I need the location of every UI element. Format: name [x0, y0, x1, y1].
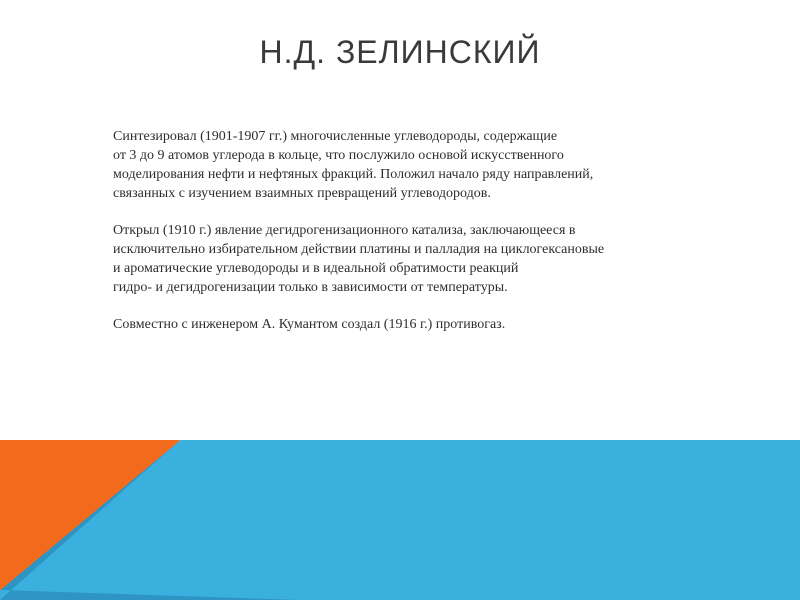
slide-title: Н.Д. ЗЕЛИНСКИЙ — [259, 34, 541, 70]
paragraph-synthesis — [113, 127, 713, 203]
text-line: от 3 до 9 атомов углерода в кольце, что послужило основой искусственного — [113, 148, 564, 163]
text-line: связанных с изучением взаимных превращений углеводородов. — [113, 186, 491, 201]
text-line: Совместно с инженером А. Кумантом создал (1916 г.) противогаз. — [113, 317, 506, 332]
text-line: исключительно избирательном действии платины и палладия на циклогексановые — [113, 242, 605, 257]
decorative-footer-shapes — [0, 440, 800, 600]
text-line: Синтезировал (1901-1907 гг.) многочисленные углеводороды, содержащие — [113, 129, 558, 144]
text-line: и ароматические углеводороды и в идеальной обратимости реакций — [113, 261, 519, 276]
text-line: гидро- и дегидрогенизации только в зависимости от температуры. — [113, 280, 508, 295]
paragraph-gas-mask — [113, 315, 713, 334]
slide-body — [113, 127, 713, 352]
paragraph-catalysis — [113, 221, 713, 297]
text-line: Открыл (1910 г.) явление дегидрогенизационного катализа, заключающееся в — [113, 223, 576, 238]
text-line: моделирования нефти и нефтяных фракций. Положил начало ряду направлений, — [113, 167, 594, 182]
